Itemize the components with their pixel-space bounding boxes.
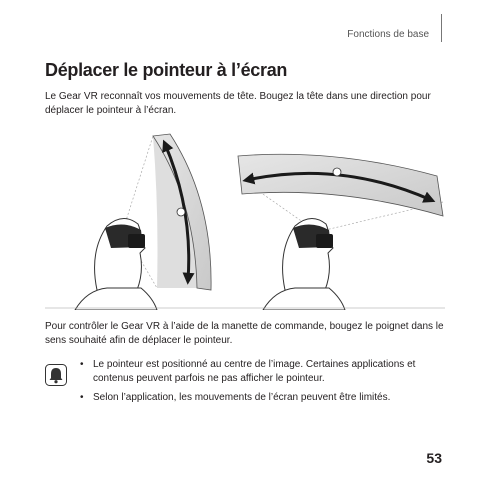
page-title: Déplacer le pointeur à l’écran <box>45 60 288 80</box>
page-number: 53 <box>426 450 442 466</box>
section-header: Fonctions de base <box>347 29 429 40</box>
intro-text: Le Gear VR reconnaît vos mouvements de tête. Bougez la tête dans une direction pour déplacer le pointeur à l’écran. <box>45 91 431 116</box>
pointer-icon <box>333 168 341 176</box>
note-list <box>80 358 450 410</box>
head-movement-illustration <box>45 130 445 310</box>
curved-screen-horizontal <box>238 154 443 216</box>
horizontal-head-movement <box>238 154 443 310</box>
note-item: • Selon l’application, les mouvements de l’écran peuvent être limités. <box>80 391 450 405</box>
pointer-icon <box>177 208 185 216</box>
bell-icon <box>45 364 67 386</box>
controller-text: Pour contrôler le Gear VR à l’aide de la manette de commande, bougez le poignet dans le sens souhaité afin de déplacer le pointeur. <box>45 321 444 346</box>
header-divider <box>441 14 442 42</box>
note-item: • Le pointeur est positionné au centre de l’image. Certaines applications et contenus peuvent parfois ne pas afficher le pointeur. <box>80 358 450 386</box>
vertical-head-movement <box>75 134 211 310</box>
